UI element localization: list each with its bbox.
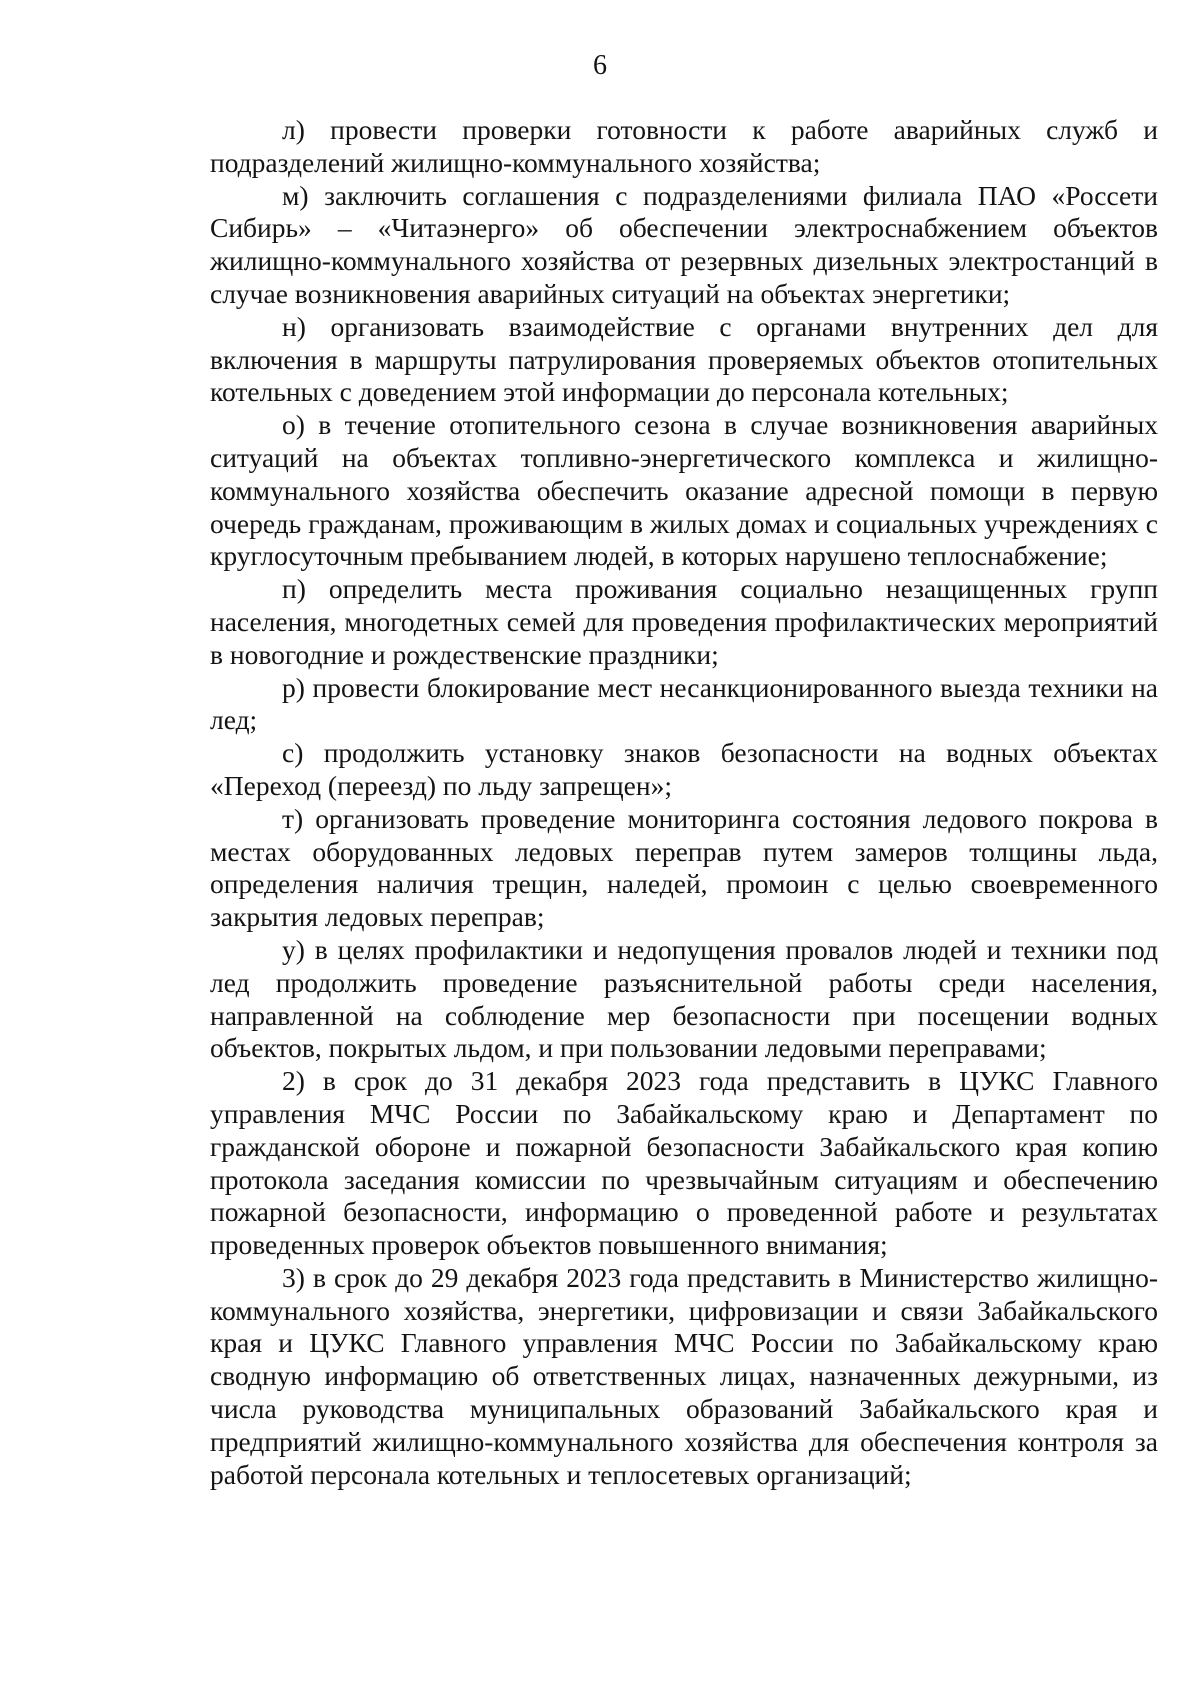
paragraph-3: 3) в срок до 29 декабря 2023 года представить в Министерство жилищно-коммунального хозяйства, энергетики, цифровизации и связи Забайкальского края и ЦУКС Главного управления МЧС России по Забайкальскому краю сводную информацию об ответственных лицах, назначенных дежурными, из числа руководства муниципальных образований Забайкальского края и предприятий жилищно-коммунального хозяйства для обеспечения контроля за работой персонала котельных и теплосетевых организаций; — [210, 1261, 1158, 1490]
document-body — [210, 114, 1158, 1491]
paragraph-o: о) в течение отопительного сезона в случае возникновения аварийных ситуаций на объектах топливно-энергетического комплекса и жилищно-коммунального хозяйства обеспечить оказание адресной помощи в первую очередь гражданам, проживающим в жилых домах и социальных учреждениях с круглосуточным пребыванием людей, в которых нарушено теплоснабжение; — [210, 409, 1158, 572]
paragraph-l: л) провести проверки готовности к работе аварийных служб и подразделений жилищно-коммунального хозяйства; — [210, 114, 1158, 178]
paragraph-s: с) продолжить установку знаков безопасности на водных объектах «Переход (переезд) по льду запрещен»; — [210, 737, 1158, 801]
page-number: 6 — [593, 50, 607, 81]
paragraph-n: н) организовать взаимодействие с органами внутренних дел для включения в маршруты патрулирования проверяемых объектов отопительных котельных с доведением этой информации до персонала котельных; — [210, 310, 1158, 408]
paragraph-2: 2) в срок до 31 декабря 2023 года представить в ЦУКС Главного управления МЧС России по Забайкальскому краю и Департамент по гражданской обороне и пожарной безопасности Забайкальского края копию протокола заседания комиссии по чрезвычайным ситуациям и обеспечению пожарной безопасности, информацию о проведенной работе и результатах проведенных проверок объектов повышенного внимания; — [210, 1065, 1158, 1261]
paragraph-u: у) в целях профилактики и недопущения провалов людей и техники под лед продолжить проведение разъяснительной работы среди населения, направленной на соблюдение мер безопасности при посещении водных объектов, покрытых льдом, и при пользовании ледовыми переправами; — [210, 933, 1158, 1064]
paragraph-p: п) определить места проживания социально незащищенных групп населения, многодетных семей для проведения профилактических мероприятий в новогодние и рождественские праздники; — [210, 573, 1158, 670]
paragraph-m: м) заключить соглашения с подразделениями филиала ПАО «Россети Сибирь» – «Читаэнерго» об обеспечении электроснабжением объектов жилищно-коммунального хозяйства от резервных дизельных электростанций в случае возникновения аварийных ситуаций на объектах энергетики; — [210, 179, 1158, 309]
paragraph-r: р) провести блокирование мест несанкционированного выезда техники на лед; — [210, 671, 1158, 736]
paragraph-t: т) организовать проведение мониторинга состояния ледового покрова в местах оборудованных ледовых переправ путем замеров толщины льда, определения наличия трещин, наледей, промоин с целью своевременного закрытия ледовых переправ; — [210, 802, 1158, 933]
